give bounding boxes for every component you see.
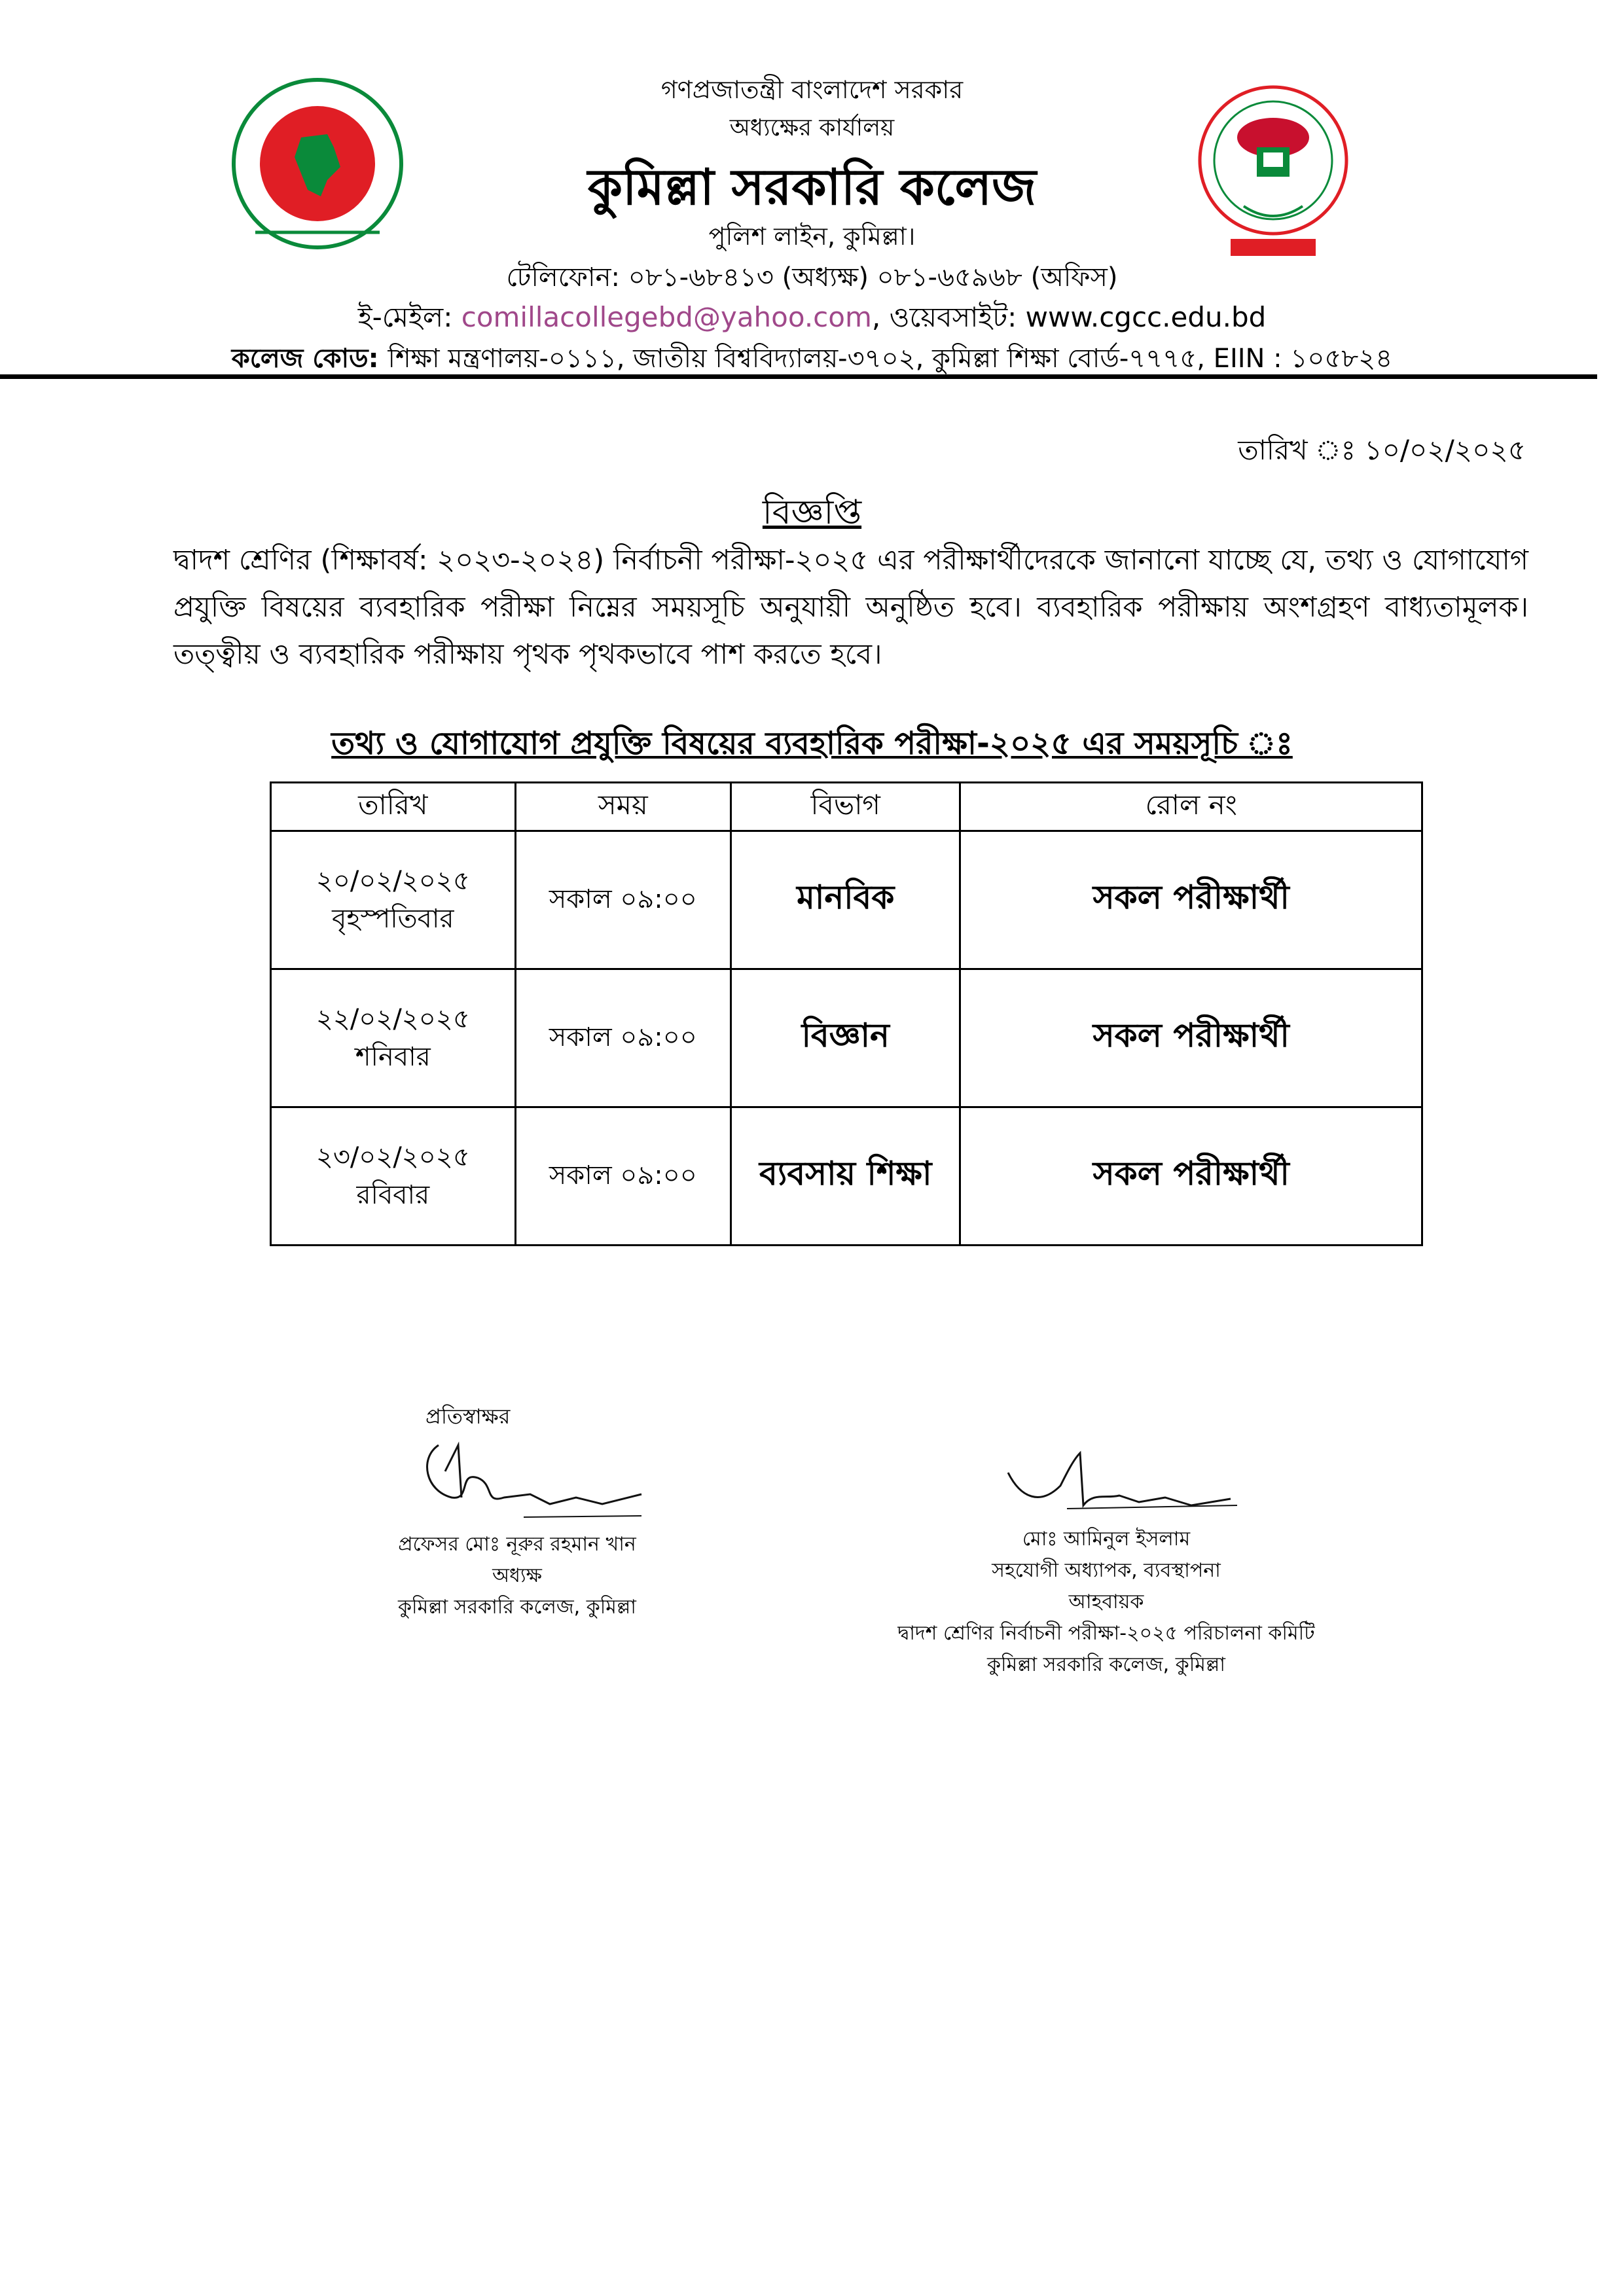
college-name: কুমিল্লা সরকারি কলেজ [587,158,1037,216]
notice-body: দ্বাদশ শ্রেণির (শিক্ষাবর্ষ: ২০২৩-২০২৪) নির্বাচনী পরীক্ষা-২০২৫ এর পরীক্ষার্থীদেরকে জানানো যাচ্ছে যে, তথ্য ও যোগাযোগ প্রযুক্তি বিষয়ের ব্যবহারিক পরীক্ষা নিম্নের সময়সূচি অনুযায়ী অনুষ্ঠিত হবে। ব্যবহারিক পরীক্ষায় অংশগ্রহণ বাধ্যতামূলক। তত্ত্বীয় ও ব্যবহারিক পরীক্ষায় পৃথক পৃথকভাবে পাশ করতে হবে। [173,544,1528,671]
department-cell: ব্যবসায় শিক্ষা [731,1107,960,1246]
date-cell [271,969,516,1107]
convener-signature-block [871,1446,1342,1681]
date-cell [271,831,516,969]
convener-signature [969,1446,1244,1518]
time-cell: সকাল ০৯:০০ [515,831,731,969]
exam-day: শনিবার [355,1042,431,1072]
principal-name: প্রফেসর মোঃ নূরুর রহমান খান [398,1533,636,1556]
schedule-table [270,781,1423,1246]
college-address: পুলিশ লাইন, কুমিল্লা। [708,222,916,251]
header-rule [0,374,1597,379]
department-cell: বিজ্ঞান [731,969,960,1107]
roll-cell: সকল পরীক্ষার্থী [960,969,1422,1107]
exam-day: বৃহস্পতিবার [332,904,454,934]
schedule-title-text: তথ্য ও যোগাযোগ প্রযুক্তি বিষয়ের ব্যবহারিক পরীক্ষা-২০২৫ এর সময়সূচি ঃ [331,725,1293,762]
convener-name: মোঃ আমিনুল ইসলাম [1022,1528,1191,1551]
convener-title: সহযোগী অধ্যাপক, ব্যবস্থাপনা [992,1559,1221,1582]
website-text: , ওয়েবসাইট: www.cgcc.edu.bd [871,301,1267,333]
email-label: ই-মেইল: [357,301,461,333]
notice-date: তারিখ ঃ ১০/০২/২০২৫ [1238,434,1526,466]
exam-date: ২০/০২/২০২৫ [316,866,470,896]
principal-title: অধ্যক্ষ [492,1564,542,1587]
table-header-row [271,783,1422,831]
header-time: সময় [515,783,731,831]
committee-name: দ্বাদশ শ্রেণির নির্বাচনী পরীক্ষা-২০২৫ পরিচালনা কমিটি [897,1622,1315,1645]
code-label: কলেজ কোড: [231,344,388,374]
notice-title-text: বিজ্ঞপ্তি [762,493,862,532]
exam-date: ২২/০২/২০২৫ [316,1004,470,1034]
header-date: তারিখ [271,783,516,831]
principal-signature [380,1432,655,1524]
convener-role: আহবায়ক [1068,1590,1144,1613]
notice-title [0,486,1624,543]
email-link[interactable]: comillacollegebd@yahoo.com [461,301,872,333]
convener-org: কুমিল্লা সরকারি কলেজ, কুমিল্লা [986,1653,1225,1676]
date-cell [271,1107,516,1246]
roll-cell: সকল পরীক্ষার্থী [960,1107,1422,1246]
schedule-title [0,720,1624,772]
table-row [271,831,1422,969]
exam-date: ২৩/০২/২০২৫ [316,1142,470,1172]
header-roll: রোল নং [960,783,1422,831]
principal-signature-block [347,1401,687,1623]
principal-org: কুমিল্লা সরকারি কলেজ, কুমিল্লা [397,1596,636,1619]
department-cell: মানবিক [731,831,960,969]
code-values: শিক্ষা মন্ত্রণালয়-০১১১, জাতীয় বিশ্ববিদ্যালয়-৩৭০২, কুমিল্লা শিক্ষা বোর্ড-৭৭৭৫, EIIN : ১০৫৮২৪ [388,344,1393,374]
time-cell: সকাল ০৯:০০ [515,969,731,1107]
time-cell: সকাল ০৯:০০ [515,1107,731,1246]
roll-cell: সকল পরীক্ষার্থী [960,831,1422,969]
table-row [271,969,1422,1107]
telephone-line: টেলিফোন: ০৮১-৬৮৪১৩ (অধ্যক্ষ) ০৮১-৬৫৯৬৮ (অফিস) [506,262,1118,293]
exam-day: রবিবার [356,1180,430,1210]
countersign-label: প্রতিস্বাক্ষর [425,1404,511,1429]
header-department: বিভাগ [731,783,960,831]
table-row [271,1107,1422,1246]
office-name: অধ্যক্ষের কার্যালয় [729,115,895,141]
contact-line [0,296,1624,342]
government-name: গণপ্রজাতন্ত্রী বাংলাদেশ সরকার [660,75,964,104]
